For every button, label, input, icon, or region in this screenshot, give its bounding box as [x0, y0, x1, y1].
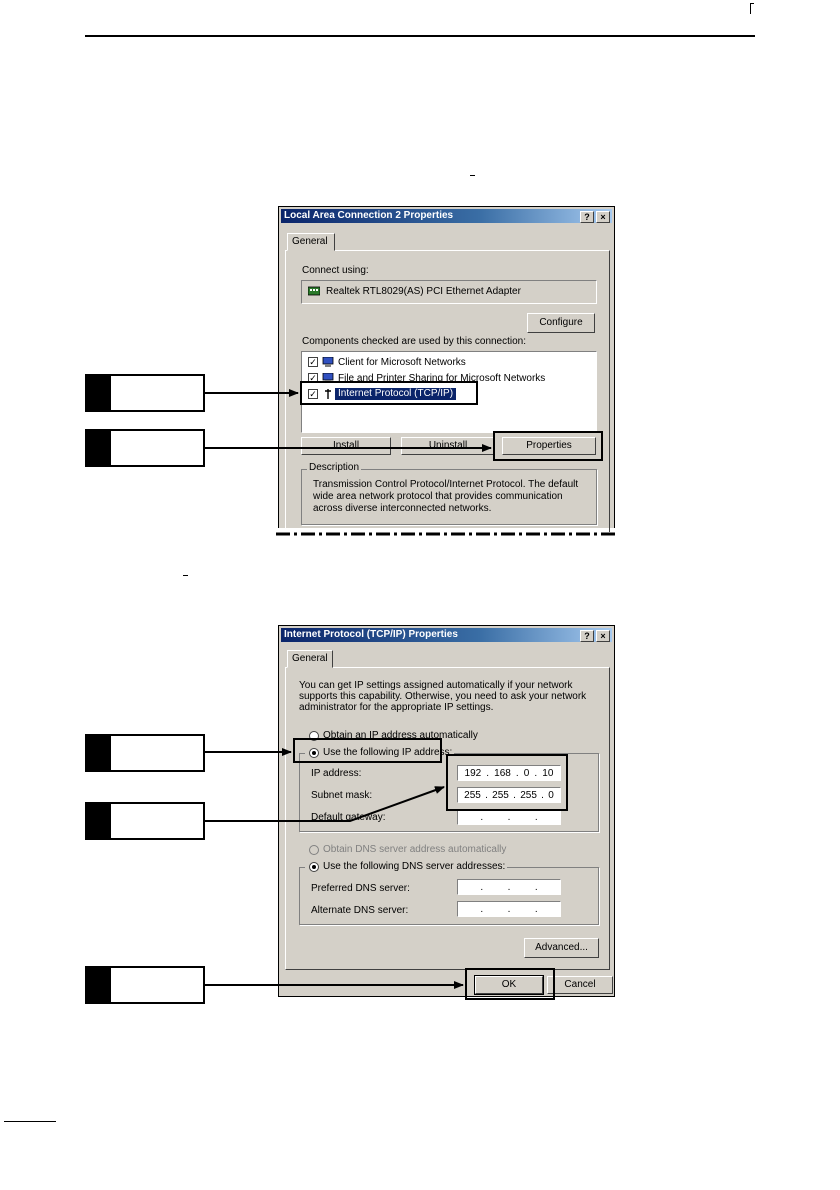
tab-general[interactable]: General: [287, 650, 333, 668]
tab-general[interactable]: General: [287, 233, 335, 251]
configure-button[interactable]: Configure: [527, 313, 595, 333]
default-gateway-input[interactable]: . . .: [457, 809, 561, 825]
subnet-mask-label: Subnet mask:: [311, 790, 373, 801]
properties-button[interactable]: Properties: [502, 437, 596, 455]
dialog-title: Local Area Connection 2 Properties: [284, 210, 454, 221]
ip-octet: 192: [464, 767, 482, 779]
component-checkbox[interactable]: ✓: [309, 389, 317, 399]
obtain-dns-auto-label: Obtain DNS server address automatically: [323, 844, 507, 855]
list-item[interactable]: File and Printer Sharing for Microsoft Networks: [338, 373, 546, 384]
description-text: Transmission Control Protocol/Internet Protocol. The default wide area network protocol that provides communication across diverse interconnected networks.: [313, 479, 579, 514]
ok-button[interactable]: OK: [475, 976, 543, 994]
install-button[interactable]: Install: [301, 437, 391, 455]
close-button[interactable]: ×: [596, 211, 610, 223]
preferred-dns-label: Preferred DNS server:: [311, 883, 410, 894]
help-button[interactable]: ?: [580, 211, 594, 223]
ip-octet: 168: [494, 767, 511, 779]
ip-address-label: IP address:: [311, 768, 362, 779]
uninstall-button[interactable]: Uninstall: [401, 437, 495, 455]
components-label: Components checked are used by this connection:: [302, 336, 527, 347]
ip-address-input[interactable]: 192 . 168 . 0 . 10: [457, 765, 561, 781]
advanced-button[interactable]: Advanced...: [524, 938, 599, 958]
subnet-mask-input[interactable]: 255 . 255 . 255 . 0: [457, 787, 561, 803]
list-item[interactable]: Client for Microsoft Networks: [338, 357, 466, 368]
obtain-ip-auto-label[interactable]: Obtain an IP address automatically: [323, 730, 478, 741]
use-following-ip-label[interactable]: Use the following IP address:: [323, 747, 453, 758]
help-button[interactable]: ?: [580, 630, 594, 642]
alternate-dns-input[interactable]: . . .: [457, 901, 561, 917]
ip-octet: 255: [520, 789, 537, 801]
ip-octet: 255: [464, 789, 481, 801]
default-gateway-label: Default gateway:: [311, 812, 386, 823]
ip-octet: 10: [542, 767, 554, 779]
ip-octet: 255: [492, 789, 509, 801]
component-checkbox[interactable]: ✓: [309, 373, 317, 383]
connect-using-label: Connect using:: [302, 265, 369, 276]
close-button[interactable]: ×: [596, 630, 610, 642]
dialog-title: Internet Protocol (TCP/IP) Properties: [284, 629, 458, 640]
cancel-button[interactable]: Cancel: [547, 976, 613, 994]
description-legend: Description: [309, 462, 360, 473]
component-checkbox[interactable]: ✓: [309, 357, 317, 367]
adapter-name: Realtek RTL8029(AS) PCI Ethernet Adapter: [326, 286, 521, 297]
preferred-dns-input[interactable]: . . .: [457, 879, 561, 895]
intro-text: You can get IP settings assigned automatically if your network supports this capability. Otherwise, you need to ask your network administrator for the appropriate IP settings.: [299, 680, 587, 713]
use-following-dns-label[interactable]: Use the following DNS server addresses:: [323, 861, 506, 872]
ip-octet: 0: [548, 789, 554, 801]
list-item-selected[interactable]: Internet Protocol (TCP/IP): [335, 388, 456, 400]
ip-octet: 0: [523, 767, 530, 779]
arrow: [205, 787, 444, 821]
alternate-dns-label: Alternate DNS server:: [311, 905, 409, 916]
